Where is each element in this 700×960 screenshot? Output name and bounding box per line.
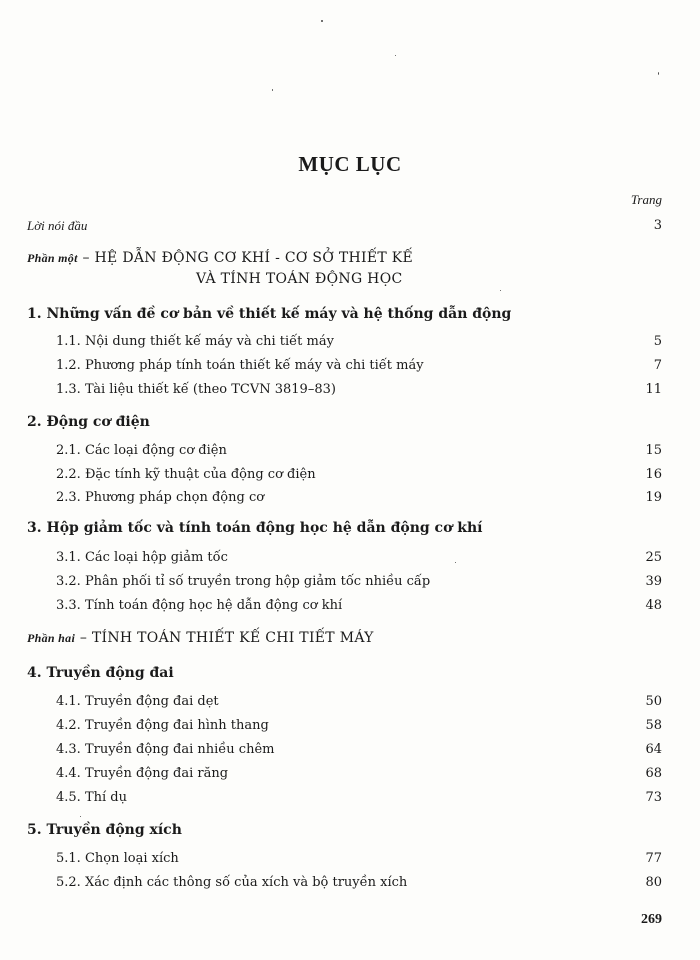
part-label: Phần một: [27, 251, 78, 265]
scan-speck: [500, 290, 501, 291]
toc-entry-label: Lời nói đầu: [27, 218, 88, 233]
page-column-label: Trang: [630, 192, 662, 207]
part-title: – TÍNH TOÁN THIẾT KẾ CHI TIẾT MÁY: [75, 630, 374, 646]
toc-entry-page: 3: [653, 218, 662, 233]
part-title-line1: – HỆ DẪN ĐỘNG CƠ KHÍ - CƠ SỞ THIẾT KẾ: [77, 250, 414, 266]
scan-speck: [272, 89, 273, 91]
part-label: Phần hai: [27, 631, 76, 645]
scan-speck: [658, 72, 659, 75]
scan-speck: [395, 55, 396, 56]
scan-speck: [80, 816, 81, 817]
scan-speck: [321, 20, 323, 22]
scan-speck: [455, 562, 456, 563]
page-title: MỤC LỤC: [298, 152, 402, 176]
document-page: MỤC LỤC Trang Lời nói đầu 3 Phần một – HỆ DẪN ĐỘNG CƠ KHÍ - CƠ SỞ THIẾT KẾ VÀ TÍNH TOÁN ĐỘNG HỌC 1. Những vấn đề cơ bản về thiết kế máy và hệ thống dẫn động 1.1. Nội dung thiết kế máy và chi tiết máy 5 1.2. Phương pháp tính toán thiết kế máy và chi tiết máy 7 1.3. Tài liệu thiết kế (theo TCVN 3819–83) 11 2. Động cơ điện 2.1. Các loại động cơ điện 15 2.2. Đặc tính kỹ thuật của động cơ điện 16 2.3. Phương pháp chọn động cơ 19 3. Hộp giảm tốc và tính toán động học hệ dẫn động cơ khí 3.1. Các loại hộp giảm tốc 25 3.2. Phân phối tỉ số truyền trong hộp giảm tốc nhiều cấp 39 3.3. Tính toán động học hệ dẫn động cơ khí 48 Phần hai – TÍNH TOÁN THIẾT KẾ CHI TIẾT MÁY 4. Truyền động đai 4.1. Truyền động đai dẹt 50 4.2. Truyền động đai hình thang 58 4.3. Truyền động đai nhiều chêm 64 4.4. Truyền động đai răng 68 4.5. Thí dụ 73 5. Truyền động xích 5.1. Chọn loại xích 77 5.2. Xác định các thông số của xích và bộ truyền xích 80 269: [0, 0, 700, 960]
part-title-line2: VÀ TÍNH TOÁN ĐỘNG HỌC: [196, 271, 403, 287]
footer-page-number: 269: [641, 912, 662, 927]
